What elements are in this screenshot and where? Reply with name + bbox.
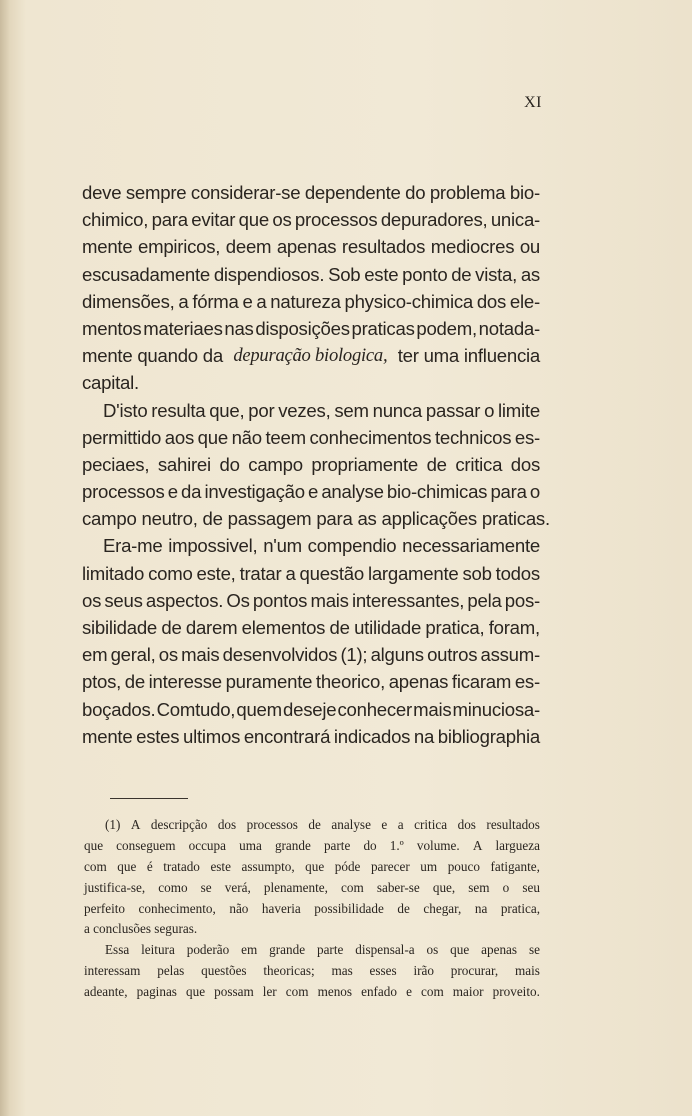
word: para bbox=[151, 209, 188, 231]
word: com bbox=[285, 984, 309, 1000]
word: interessam bbox=[84, 963, 141, 979]
word: considerar-se bbox=[190, 182, 301, 203]
footnotes bbox=[84, 815, 540, 1003]
word: conseguem bbox=[116, 837, 176, 853]
word: haveria bbox=[261, 900, 301, 916]
word: materiaes bbox=[143, 317, 223, 339]
word: questões bbox=[201, 963, 247, 979]
word: adeante, bbox=[84, 984, 128, 1000]
text-line bbox=[82, 233, 540, 260]
word: occupa bbox=[188, 837, 226, 853]
text-line bbox=[82, 397, 540, 424]
word: e bbox=[381, 817, 388, 832]
word: descripção bbox=[150, 817, 208, 832]
word: que bbox=[450, 942, 470, 958]
word: a bbox=[256, 290, 267, 312]
footnote-line bbox=[84, 940, 540, 961]
word: notada- bbox=[478, 317, 540, 339]
text-line bbox=[82, 641, 540, 668]
word: é bbox=[146, 858, 153, 874]
word: critica bbox=[455, 453, 503, 475]
word: de bbox=[451, 263, 472, 285]
word: tratar bbox=[239, 562, 282, 584]
paragraph-1 bbox=[82, 179, 540, 397]
footnote-text: a conclusões seguras. bbox=[84, 921, 198, 937]
word: darem bbox=[185, 617, 238, 638]
word: Sob bbox=[328, 263, 361, 285]
word: geral, bbox=[110, 644, 156, 666]
word: compendio bbox=[307, 535, 397, 557]
word: e bbox=[406, 984, 412, 1000]
italic-term: depuração biologica, bbox=[233, 345, 388, 367]
word: deem bbox=[225, 236, 272, 258]
word: pouco bbox=[447, 858, 480, 874]
word: mediocres bbox=[430, 236, 515, 258]
word: mais bbox=[515, 963, 540, 979]
footnote-divider bbox=[110, 798, 188, 799]
word: justifica-se, bbox=[84, 879, 146, 895]
word: pratica, bbox=[500, 900, 540, 916]
word: D'isto bbox=[103, 399, 148, 421]
word: verá, bbox=[224, 879, 251, 895]
word: Era-me bbox=[103, 535, 163, 557]
word: dispensal-a bbox=[355, 942, 415, 958]
word: todos bbox=[495, 562, 540, 584]
word: dimensões, bbox=[82, 290, 175, 312]
word: theorico, bbox=[315, 671, 385, 693]
word: da bbox=[181, 481, 202, 503]
word: interesse bbox=[148, 671, 222, 693]
word: de bbox=[161, 617, 182, 638]
word: elementos bbox=[241, 617, 326, 638]
word: que, bbox=[432, 879, 456, 895]
text-line bbox=[82, 723, 540, 750]
word: que bbox=[305, 858, 325, 874]
word: os bbox=[158, 644, 178, 666]
word: irão bbox=[413, 963, 434, 979]
word: o bbox=[502, 879, 510, 895]
word: boçados. bbox=[82, 698, 156, 720]
word: de bbox=[426, 453, 447, 475]
text-line bbox=[82, 451, 540, 478]
word: de bbox=[329, 617, 350, 638]
text-line bbox=[82, 668, 540, 695]
word: sob bbox=[462, 562, 492, 584]
word: dos bbox=[217, 817, 237, 832]
word: se bbox=[528, 942, 540, 958]
word: dos bbox=[510, 453, 540, 475]
word: resultados bbox=[486, 817, 540, 832]
line-text: campo neutro, de passagem para as applicações praticas. bbox=[82, 508, 550, 530]
word: permittido bbox=[82, 426, 162, 448]
word: Comtudo, bbox=[156, 698, 236, 720]
word: nas bbox=[224, 317, 254, 339]
word: uma bbox=[239, 837, 262, 853]
word: pelas bbox=[157, 963, 185, 979]
footnote-line bbox=[84, 919, 540, 940]
word: foram, bbox=[488, 617, 540, 638]
word: limitado bbox=[82, 562, 145, 584]
word: dependente bbox=[304, 182, 401, 203]
word: que bbox=[84, 837, 104, 853]
word: sibilidade bbox=[82, 617, 158, 638]
word: ou bbox=[519, 236, 540, 258]
word: disposições bbox=[255, 317, 350, 339]
word: campo bbox=[248, 453, 303, 475]
word: com bbox=[421, 984, 444, 1000]
word: dispendiosos. bbox=[213, 263, 325, 285]
footnote-line bbox=[84, 815, 540, 836]
word: sahirei bbox=[157, 453, 211, 475]
word: como bbox=[148, 562, 193, 584]
word: fatigante, bbox=[490, 858, 540, 874]
word: Essa bbox=[105, 942, 130, 958]
word: esses bbox=[369, 963, 397, 979]
word: theoricas; bbox=[263, 963, 315, 979]
word: para bbox=[490, 481, 527, 503]
word: chegar, bbox=[423, 900, 462, 916]
word: passar bbox=[425, 399, 481, 421]
word: conhecimentos bbox=[309, 426, 432, 448]
footnote-line bbox=[84, 982, 540, 1003]
word: do bbox=[219, 453, 240, 475]
word: do bbox=[363, 837, 377, 853]
word: encontrará bbox=[243, 725, 331, 747]
word: sem bbox=[334, 399, 369, 421]
word: volume. bbox=[416, 837, 460, 853]
word: este bbox=[364, 263, 399, 285]
word: que bbox=[186, 984, 206, 1000]
word: a bbox=[178, 290, 189, 312]
word: em bbox=[241, 942, 258, 958]
word: de bbox=[124, 671, 145, 693]
word: procurar, bbox=[450, 963, 499, 979]
word: na bbox=[474, 900, 488, 916]
word: pela bbox=[467, 589, 502, 611]
word: mente bbox=[82, 725, 133, 747]
footnote-line bbox=[84, 899, 540, 920]
text-line bbox=[82, 560, 540, 587]
word: do bbox=[405, 182, 426, 203]
word: technicos bbox=[434, 426, 512, 448]
text-line bbox=[82, 532, 540, 559]
text-line bbox=[82, 179, 540, 206]
word: depuradores, bbox=[380, 209, 488, 231]
word: puramente bbox=[225, 671, 313, 693]
word: quem bbox=[236, 698, 282, 720]
word: processos bbox=[82, 481, 165, 503]
word: A bbox=[130, 817, 141, 832]
footnote-continuation bbox=[84, 940, 540, 1003]
word: póde bbox=[334, 858, 361, 874]
word: ele- bbox=[509, 290, 540, 312]
word: pratica, bbox=[425, 617, 485, 638]
word: Os bbox=[226, 589, 250, 611]
word: n'um bbox=[263, 535, 302, 557]
word: de bbox=[397, 900, 410, 916]
word: maior bbox=[452, 984, 484, 1000]
word: interessantes, bbox=[351, 589, 465, 611]
word: processos bbox=[246, 817, 298, 832]
word: menos bbox=[317, 984, 353, 1000]
word: como bbox=[158, 879, 188, 895]
word: seus bbox=[104, 589, 143, 611]
word: escusadamente bbox=[82, 263, 211, 285]
word: aos bbox=[164, 426, 195, 448]
word: resultados bbox=[341, 236, 426, 258]
word: parte bbox=[316, 942, 344, 958]
text-line bbox=[82, 478, 540, 505]
word: analyse bbox=[321, 481, 384, 503]
footnote-line bbox=[84, 857, 540, 878]
word: enfado bbox=[361, 984, 397, 1000]
word: parte bbox=[323, 837, 351, 853]
word: parecer bbox=[370, 858, 410, 874]
word: que bbox=[238, 209, 269, 231]
word: ultimos bbox=[182, 725, 241, 747]
text-line bbox=[82, 696, 540, 723]
text-line bbox=[82, 261, 540, 288]
word: mais bbox=[310, 589, 349, 611]
line-text: mente quando da bbox=[82, 345, 223, 367]
word: poderão bbox=[186, 942, 230, 958]
word: saber-se bbox=[376, 879, 420, 895]
word: resulta bbox=[151, 399, 206, 421]
word: ponto bbox=[402, 263, 448, 285]
word: possibilidade bbox=[314, 900, 384, 916]
word: unica- bbox=[490, 209, 540, 231]
word: praticas bbox=[351, 317, 415, 339]
word: com bbox=[341, 879, 364, 895]
word: em bbox=[82, 644, 108, 666]
word: se bbox=[200, 879, 212, 895]
word: e bbox=[242, 290, 253, 312]
word: este, bbox=[196, 562, 236, 584]
word: es- bbox=[514, 671, 540, 693]
word: de bbox=[308, 817, 321, 832]
word: largueza bbox=[495, 837, 540, 853]
word: conhecer bbox=[337, 698, 412, 720]
word: aspectos. bbox=[145, 589, 224, 611]
paragraph-2 bbox=[82, 397, 550, 533]
word: natureza bbox=[270, 290, 341, 312]
word: teem bbox=[265, 426, 306, 448]
word: mas bbox=[331, 963, 353, 979]
word: as bbox=[520, 263, 540, 285]
word: este bbox=[210, 858, 231, 874]
word: conhecimento, bbox=[138, 900, 216, 916]
footnote-line bbox=[84, 878, 540, 899]
word: os bbox=[426, 942, 439, 958]
word: vezes, bbox=[278, 399, 331, 421]
word: com bbox=[84, 858, 107, 874]
word: leitura bbox=[141, 942, 175, 958]
word: deve bbox=[82, 182, 122, 203]
word: o bbox=[529, 481, 540, 503]
word: paginas bbox=[136, 984, 177, 1000]
word: que bbox=[117, 858, 137, 874]
word: e bbox=[167, 481, 178, 503]
word: critica bbox=[414, 817, 448, 832]
word: problema bbox=[429, 182, 506, 203]
text-line bbox=[82, 369, 540, 396]
word: evitar bbox=[191, 209, 236, 231]
word: plenamente, bbox=[263, 879, 328, 895]
word: peciaes, bbox=[82, 453, 150, 475]
word: assum- bbox=[480, 644, 540, 666]
word: mais bbox=[181, 644, 220, 666]
word: pos- bbox=[504, 589, 540, 611]
word: possam bbox=[214, 984, 254, 1000]
word: mentos bbox=[82, 317, 142, 339]
word: largamente bbox=[367, 562, 459, 584]
line-text: capital. bbox=[82, 372, 139, 394]
word: não bbox=[231, 426, 262, 448]
word: grande bbox=[269, 942, 306, 958]
footnote-1 bbox=[84, 815, 540, 940]
word: A bbox=[472, 837, 483, 853]
word: physico-chimica bbox=[344, 290, 474, 312]
text-line bbox=[82, 614, 540, 641]
word: (1) bbox=[105, 817, 121, 832]
word: o bbox=[484, 399, 495, 421]
word: impossivel, bbox=[168, 535, 258, 557]
text-line bbox=[82, 505, 550, 532]
word: analyse bbox=[331, 817, 371, 832]
text-line bbox=[82, 342, 540, 369]
word: grande bbox=[274, 837, 311, 853]
word: a bbox=[285, 562, 296, 584]
word: minuciosa- bbox=[452, 698, 540, 720]
text-line bbox=[82, 587, 540, 614]
body-text bbox=[82, 179, 550, 750]
word: os bbox=[272, 209, 292, 231]
word: alguns bbox=[370, 644, 424, 666]
word: assumpto, bbox=[241, 858, 295, 874]
word: que, bbox=[209, 399, 245, 421]
word: (1); bbox=[340, 644, 368, 666]
word: estes bbox=[136, 725, 180, 747]
word: bio- bbox=[509, 182, 540, 203]
text-line bbox=[82, 206, 540, 233]
word: pontos bbox=[252, 589, 308, 611]
word: limite bbox=[498, 399, 540, 421]
word: tratado bbox=[163, 858, 200, 874]
word: apenas bbox=[481, 942, 518, 958]
word: outros bbox=[427, 644, 478, 666]
word: proveito. bbox=[492, 984, 540, 1000]
word: bibliographia bbox=[437, 725, 540, 747]
word: es- bbox=[514, 426, 540, 448]
word: processos bbox=[294, 209, 378, 231]
text-line bbox=[82, 315, 540, 342]
word: utilidade bbox=[354, 617, 422, 638]
word: empiricos, bbox=[137, 236, 221, 258]
word: ler bbox=[262, 984, 277, 1000]
word: seu bbox=[522, 879, 540, 895]
word: fórma bbox=[192, 290, 239, 312]
word: dos bbox=[476, 290, 507, 312]
paragraph-3 bbox=[82, 532, 540, 750]
word: bio-chimicas bbox=[386, 481, 488, 503]
word: ptos, bbox=[82, 671, 122, 693]
text-line bbox=[82, 288, 540, 315]
word: apenas bbox=[388, 671, 449, 693]
footnote-line bbox=[84, 836, 540, 857]
word: indicados bbox=[333, 725, 411, 747]
word: na bbox=[413, 725, 435, 747]
word: dos bbox=[457, 817, 476, 832]
word: 1.º bbox=[389, 837, 404, 853]
word: mais bbox=[413, 698, 452, 720]
word: a bbox=[397, 817, 404, 832]
word: desenvolvidos bbox=[222, 644, 338, 666]
footnote-line bbox=[84, 961, 540, 982]
word: ficaram bbox=[451, 671, 512, 693]
word: sempre bbox=[125, 182, 187, 203]
word: deseje bbox=[283, 698, 337, 720]
word: propriamente bbox=[311, 453, 418, 475]
word: nunca bbox=[372, 399, 423, 421]
word: chimico, bbox=[82, 209, 149, 231]
word: podem, bbox=[416, 317, 477, 339]
word: apenas bbox=[276, 236, 337, 258]
word: um bbox=[420, 858, 438, 874]
text-line bbox=[82, 424, 540, 451]
word: questão bbox=[299, 562, 364, 584]
word: os bbox=[82, 589, 102, 611]
word: perfeito bbox=[84, 900, 126, 916]
word: sem bbox=[468, 879, 490, 895]
word: não bbox=[229, 900, 249, 916]
word: mente bbox=[82, 236, 133, 258]
line-text: ter uma influencia bbox=[397, 345, 540, 367]
word: que bbox=[197, 426, 228, 448]
word: vista, bbox=[475, 263, 518, 285]
word: por bbox=[248, 399, 275, 421]
word: e bbox=[308, 481, 319, 503]
word: necessariamente bbox=[402, 535, 540, 557]
page-number: XI bbox=[524, 94, 542, 111]
word: investigação bbox=[204, 481, 305, 503]
